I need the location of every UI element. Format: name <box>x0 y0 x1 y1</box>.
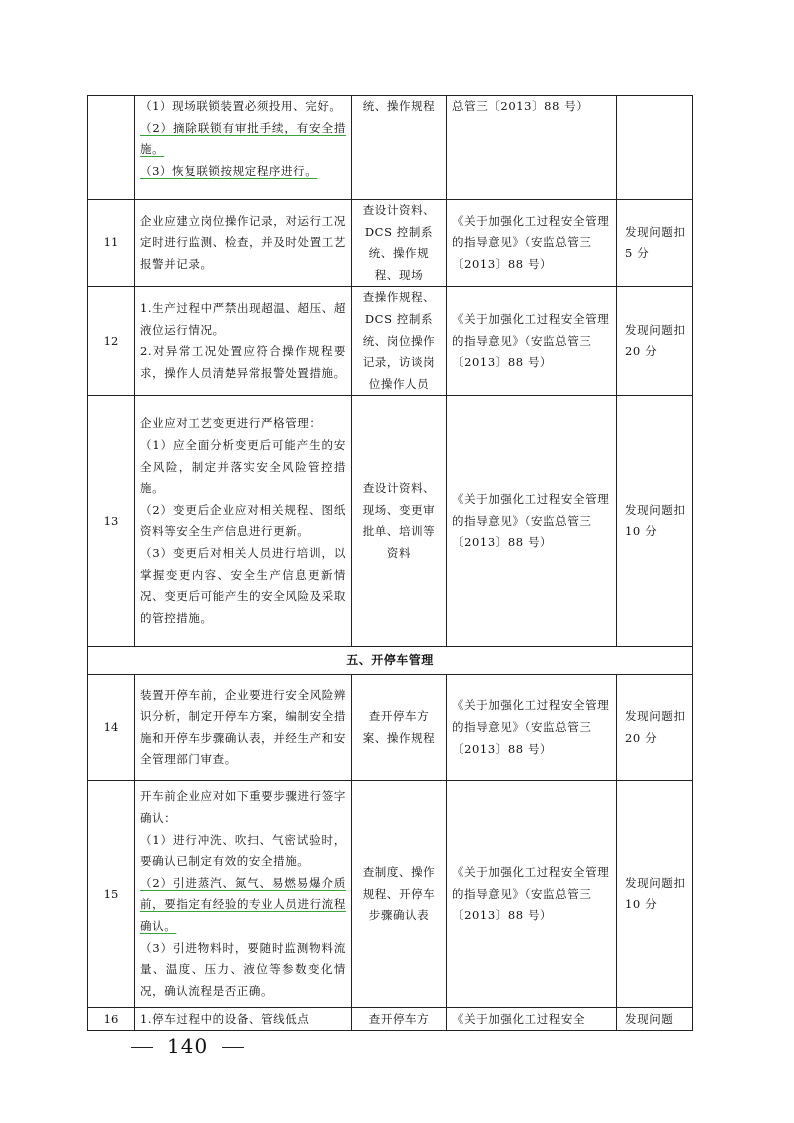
score-cell: 发现问题扣 5 分 <box>617 200 693 287</box>
requirement-line: （3）恢复联锁按规定程序进行。 <box>140 163 318 178</box>
requirement-line: 开车前企业应对如下重要步骤进行签字确认： <box>140 789 346 825</box>
score-cell: 发现问题 <box>617 1008 693 1031</box>
item-number: 13 <box>88 396 135 647</box>
basis-cell: 《关于加强化工过程安全 <box>447 1008 617 1031</box>
table-row <box>88 396 693 647</box>
footer-dash-left <box>131 1047 153 1048</box>
score-cell: 发现问题扣 20 分 <box>617 675 693 781</box>
basis-cell: 《关于加强化工过程安全管理的指导意见》（安监总管三〔2013〕88 号） <box>447 675 617 781</box>
basis-cell: 《关于加强化工过程安全管理的指导意见》（安监总管三〔2013〕88 号） <box>447 200 617 287</box>
method-cell: 查制度、操作规程、开停车步骤确认表 <box>352 781 447 1008</box>
method-cell: 查操作规程、DCS 控制系统、岗位操作记录，访谈岗位操作人员 <box>352 287 447 396</box>
requirement-cell: 1.停车过程中的设备、管线低点 <box>135 1008 352 1031</box>
section-title: 五、开停车管理 <box>88 647 693 675</box>
item-number: 14 <box>88 675 135 781</box>
basis-cell: 《关于加强化工过程安全管理的指导意见》（安监总管三〔2013〕88 号） <box>447 781 617 1008</box>
item-number <box>88 96 135 200</box>
method-cell: 查设计资料、DCS 控制系统、操作规程、现场 <box>352 200 447 287</box>
requirement-line: （1）应全面分析变更后可能产生的安全风险，制定并落实安全风险管控措施。 <box>140 437 346 496</box>
table-row <box>88 1008 693 1031</box>
item-number: 16 <box>88 1008 135 1031</box>
basis-cell: 《关于加强化工过程安全管理的指导意见》（安监总管三〔2013〕88 号） <box>447 396 617 647</box>
method-cell: 查设计资料、现场、变更审批单、培训等资料 <box>352 396 447 647</box>
requirement-line: （1）进行冲洗、吹扫、气密试验时，要确认已制定有效的安全措施。 <box>140 832 346 869</box>
inspection-table <box>87 95 693 1031</box>
requirement-line: 1.生产过程中严禁出现超温、超压、超液位运行情况。 <box>140 301 346 337</box>
score-cell <box>617 96 693 200</box>
method-cell: 查开停车方案、操作规程 <box>352 675 447 781</box>
footer-dash-right <box>222 1047 244 1048</box>
table-row <box>88 96 693 200</box>
basis-cell: 总管三〔2013〕88 号） <box>447 96 617 200</box>
requirement-line: （3）变更后对相关人员进行培训，以掌握变更内容、安全生产信息更新情况、变更后可能产生的安全风险及采取的管控措施。 <box>140 545 346 625</box>
item-number: 15 <box>88 781 135 1008</box>
requirement-line: （2）变更后企业应对相关规程、图纸资料等安全生产信息进行更新。 <box>140 502 346 539</box>
requirement-cell <box>135 287 352 396</box>
page-number: 140 <box>167 1034 209 1058</box>
requirement-cell: 企业应建立岗位操作记录，对运行工况定时进行监测、检查，并及时处置工艺报警并记录。 <box>135 200 352 287</box>
method-cell: 统、操作规程 <box>352 96 447 200</box>
requirement-line: （3）引进物料时，要随时监测物料流量、温度、压力、液位等参数变化情况，确认流程是否正确。 <box>140 940 346 998</box>
requirement-line: （2）摘除联锁有审批手续，有安全措施。 <box>140 120 346 157</box>
requirement-cell: 装置开停车前，企业要进行安全风险辨识分析，制定开停车方案，编制安全措施和开停车步骤确认表，并经生产和安全管理部门审查。 <box>135 675 352 781</box>
table-row <box>88 781 693 1008</box>
method-cell: 查开停车方 <box>352 1008 447 1031</box>
basis-cell: 《关于加强化工过程安全管理的指导意见》（安监总管三〔2013〕88 号） <box>447 287 617 396</box>
requirement-cell <box>135 396 352 647</box>
table-row <box>88 675 693 781</box>
requirement-line: 2.对异常工况处置应符合操作规程要求，操作人员清楚异常报警处置措施。 <box>140 344 346 380</box>
table-row <box>88 287 693 396</box>
item-number: 11 <box>88 200 135 287</box>
score-cell: 发现问题扣 20 分 <box>617 287 693 396</box>
requirement-line: （2）引进蒸汽、氮气、易燃易爆介质前，要指定有经验的专业人员进行流程确认。 <box>140 875 346 933</box>
requirement-line: （1）现场联锁装置必须投用、完好。 <box>140 99 342 113</box>
table-row <box>88 200 693 287</box>
requirement-cell <box>135 96 352 200</box>
section-row <box>88 647 693 675</box>
score-cell: 发现问题扣 10 分 <box>617 781 693 1008</box>
page-footer <box>117 1034 258 1058</box>
item-number: 12 <box>88 287 135 396</box>
requirement-line: 企业应对工艺变更进行严格管理： <box>140 416 322 431</box>
requirement-cell <box>135 781 352 1008</box>
score-cell: 发现问题扣 10 分 <box>617 396 693 647</box>
